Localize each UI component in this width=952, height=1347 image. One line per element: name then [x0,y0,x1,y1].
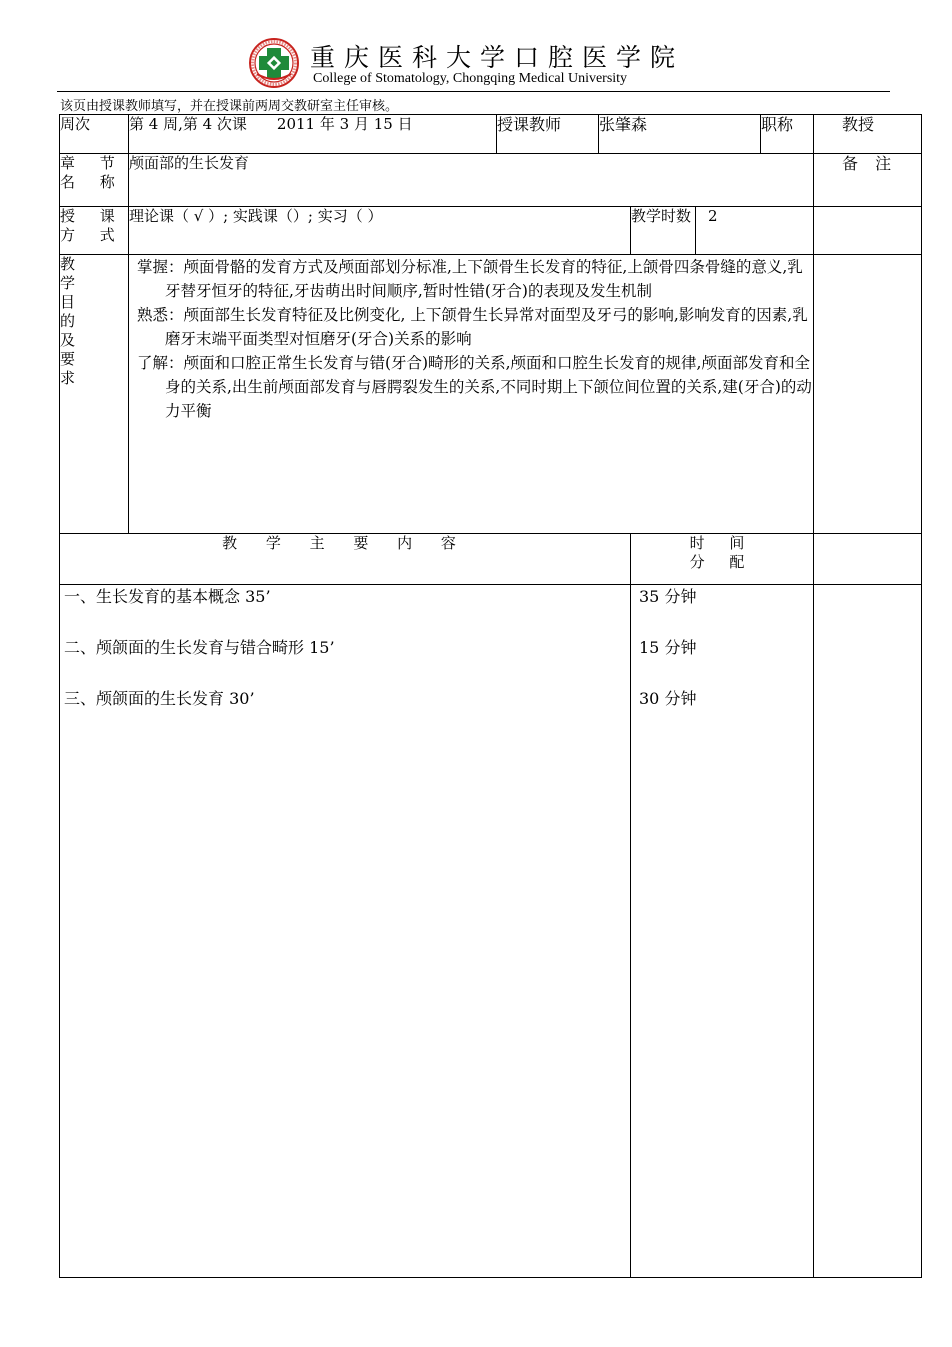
teacher-name: 张肇森 [599,115,761,154]
hours-label: 教学时数 [631,207,696,255]
row-objectives [60,255,922,534]
time-value: 30 分钟 [639,689,697,708]
rank-value: 教授 [814,115,922,154]
instruction-note: 该页由授课教师填写，并在授课前两周交教研室主任审核。 [60,99,399,114]
content-items [60,585,631,1278]
content-header-time [631,534,814,585]
university-seal-icon [249,38,299,88]
document-header [0,0,952,92]
method-remark-cell [814,207,922,255]
content-item: 二、颅颌面的生长发育与错合畸形 15’ [64,638,335,657]
objectives-label: 教 学 目 的 及 要 求 [60,255,129,534]
objectives-remark-cell [814,255,922,534]
week-label: 周次 [60,115,129,154]
teacher-label: 授课教师 [497,115,599,154]
content-header-title: 教 学 主 要 内 容 [60,534,631,585]
header-divider [57,91,890,92]
content-item: 一、生长发育的基本概念 35’ [64,587,271,606]
hours-value: 2 [696,207,814,255]
rank-label: 职称 [761,115,814,154]
college-title-english: College of Stomatology, Chongqing Medical University [313,71,628,86]
method-label: 授 课 方 式 [60,207,129,255]
content-header-remark [814,534,922,585]
college-title-chinese: 重庆医科大学口腔医学院 [310,43,685,72]
chapter-name: 颅面部的生长发育 [129,154,814,207]
content-remark-cell [814,585,922,1278]
method-value: 理论课（ √ ）; 实践课（）; 实习（ ） [129,207,631,255]
objectives-content [129,255,814,534]
row-method [60,207,922,255]
content-times [631,585,814,1278]
objective-familiar: 熟悉：颅面部生长发育特征及比例变化, 上下颌骨生长异常对面型及牙弓的影响,影响发育的因素,乳磨牙末端平面类型对恒磨牙(牙合)关系的影响 [137,306,808,348]
row-content-body [60,585,922,1278]
chapter-label: 章 节 名 称 [60,154,129,207]
time-value: 15 分钟 [639,638,697,657]
week-value: 第 4 周,第 4 次课 2011 年 3 月 15 日 [129,115,497,154]
time-value: 35 分钟 [639,587,697,606]
row-chapter [60,154,922,207]
time-allocation-label: 时 间 分 配 [689,534,755,571]
objective-understand: 了解：颅面和口腔正常生长发育与错(牙合)畸形的关系,颅面和口腔生长发育的规律,颅面部发育和全身的关系,出生前颅面部发育与唇腭裂发生的关系,不同时期上下颌位间位置的关系,建(牙合)的动力平衡 [137,354,812,420]
remark-label: 备 注 [814,154,922,207]
lesson-plan-table [59,114,922,1278]
objective-master: 掌握：颅面骨骼的发育方式及颅面部划分标准,上下颌骨生长发育的特征,上颌骨四条骨缝的意义,乳牙替牙恒牙的特征,牙齿萌出时间顺序,暂时性错(牙合)的表现及发生机制 [137,258,803,300]
row-week [60,115,922,154]
row-content-header [60,534,922,585]
content-item: 三、颅颌面的生长发育 30’ [64,689,255,708]
